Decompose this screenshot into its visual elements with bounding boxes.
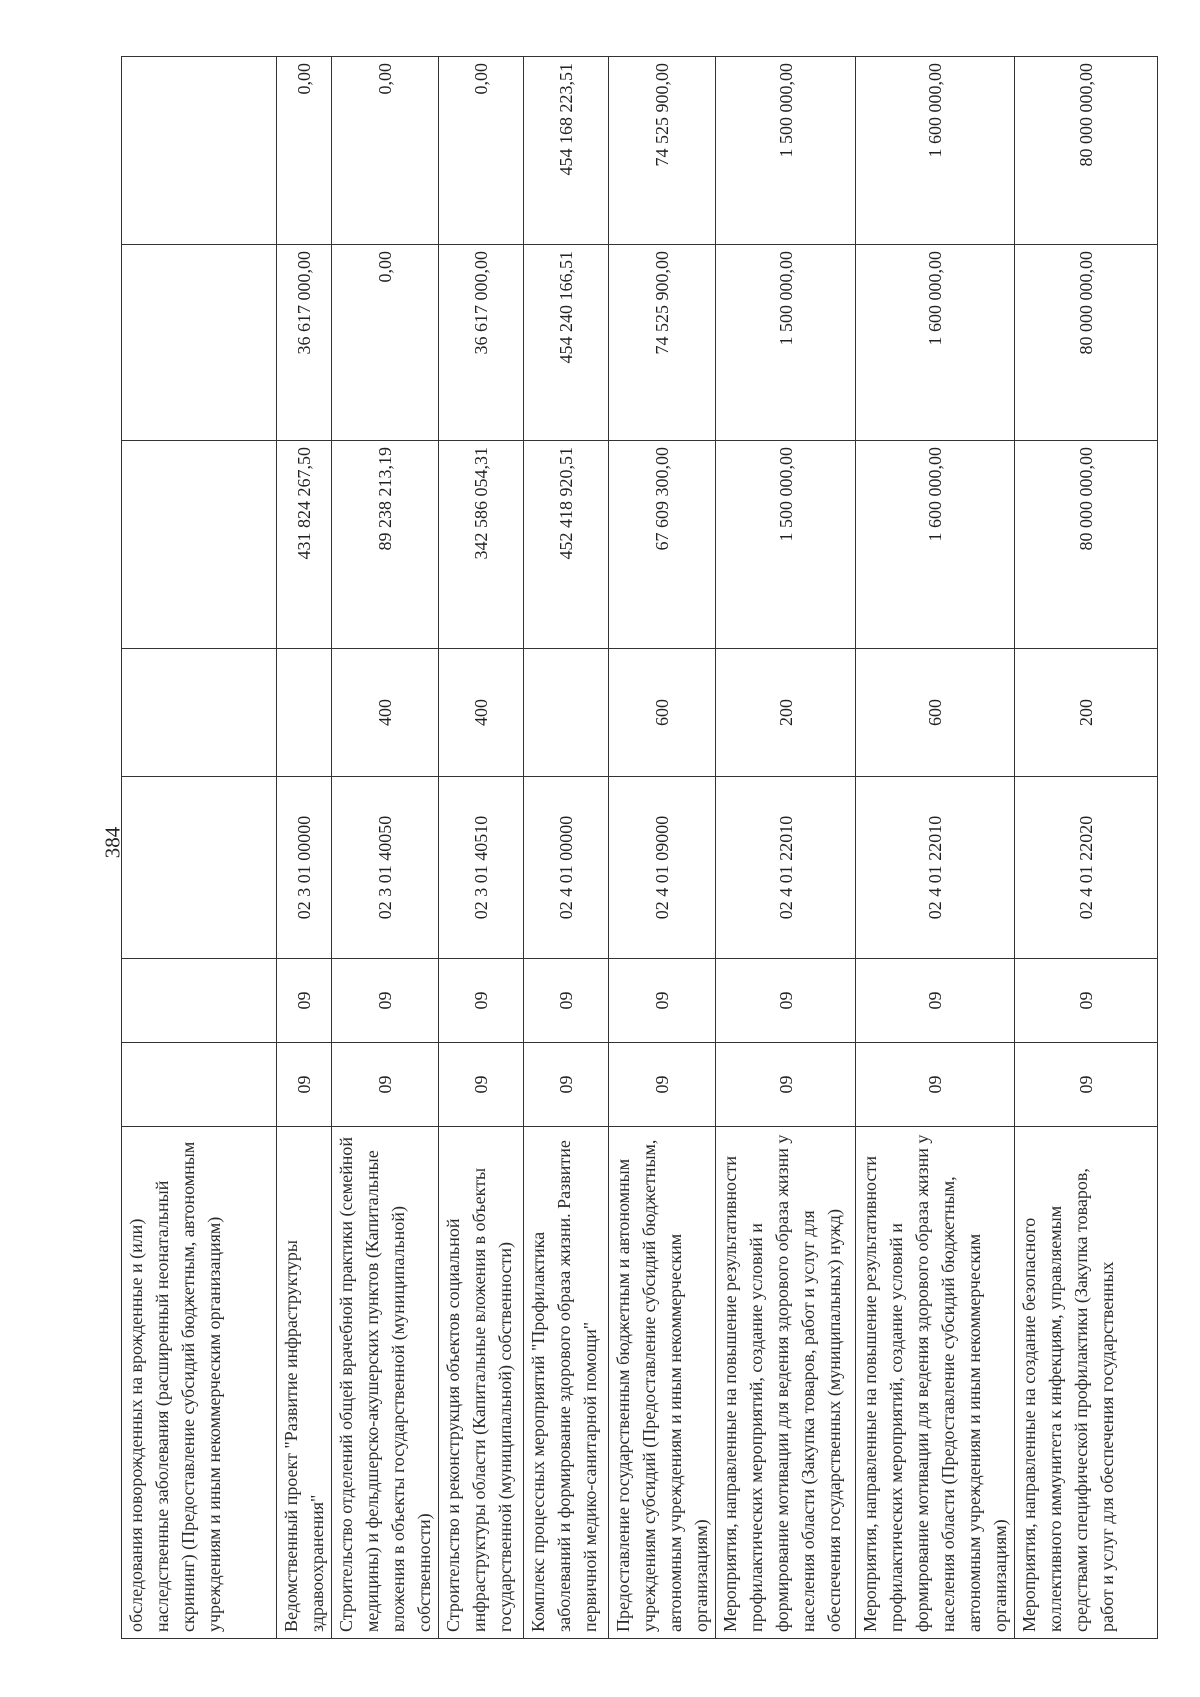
table-row bbox=[332, 57, 439, 1639]
row-amount-year1: 1 500 000,00 bbox=[716, 441, 856, 649]
row-amount-year3: 0,00 bbox=[439, 57, 524, 245]
row-code-vr: 200 bbox=[716, 649, 856, 777]
row-code-csr bbox=[122, 777, 277, 959]
table-row bbox=[609, 57, 716, 1639]
row-code-vr: 400 bbox=[439, 649, 524, 777]
table-row bbox=[716, 57, 856, 1639]
table-row bbox=[524, 57, 609, 1639]
row-description: Мероприятия, направленные на повышение результативности профилактических мероприятий, создание условий и формирование мотивации для ведения здорового образа жизни у населения области (Закупка товаров, работ и услуг для обеспечения государственных (муниципальных) нужд) bbox=[716, 1127, 856, 1639]
row-code-vr bbox=[524, 649, 609, 777]
row-code-pr: 09 bbox=[439, 959, 524, 1043]
budget-table-container bbox=[121, 57, 1117, 1639]
row-code-rz bbox=[122, 1043, 277, 1127]
row-description: Строительство отделений общей врачебной практики (семейной медицины) и фельдшерско-акушерских пунктов (Капитальные вложения в объекты государственной (муниципальной) собственности) bbox=[332, 1127, 439, 1639]
row-code-pr: 09 bbox=[609, 959, 716, 1043]
row-code-pr: 09 bbox=[332, 959, 439, 1043]
row-amount-year1: 89 238 213,19 bbox=[332, 441, 439, 649]
row-amount-year2 bbox=[122, 245, 277, 441]
row-amount-year3 bbox=[122, 57, 277, 245]
row-code-vr bbox=[277, 649, 332, 777]
page-number: 384 bbox=[100, 826, 125, 859]
row-amount-year2: 1 600 000,00 bbox=[856, 245, 1015, 441]
row-description: Предоставление государственным бюджетным и автономным учреждениям субсидий (Предоставление субсидий бюджетным, автономным учреждениям и иным некоммерческим организациям) bbox=[609, 1127, 716, 1639]
row-code-rz: 09 bbox=[524, 1043, 609, 1127]
row-amount-year2: 0,00 bbox=[332, 245, 439, 441]
row-amount-year2: 74 525 900,00 bbox=[609, 245, 716, 441]
row-amount-year1: 431 824 267,50 bbox=[277, 441, 332, 649]
row-amount-year3: 74 525 900,00 bbox=[609, 57, 716, 245]
row-amount-year1: 1 600 000,00 bbox=[856, 441, 1015, 649]
row-code-vr: 600 bbox=[609, 649, 716, 777]
row-code-csr: 02 3 01 00000 bbox=[277, 777, 332, 959]
row-amount-year2: 454 240 166,51 bbox=[524, 245, 609, 441]
row-amount-year3: 0,00 bbox=[332, 57, 439, 245]
row-amount-year1: 80 000 000,00 bbox=[1015, 441, 1158, 649]
row-code-vr: 200 bbox=[1015, 649, 1158, 777]
row-amount-year3: 1 500 000,00 bbox=[716, 57, 856, 245]
row-code-pr: 09 bbox=[856, 959, 1015, 1043]
row-code-rz: 09 bbox=[1015, 1043, 1158, 1127]
row-amount-year1: 342 586 054,31 bbox=[439, 441, 524, 649]
row-code-pr: 09 bbox=[524, 959, 609, 1043]
row-code-pr: 09 bbox=[1015, 959, 1158, 1043]
table-row bbox=[277, 57, 332, 1639]
row-amount-year2: 36 617 000,00 bbox=[439, 245, 524, 441]
row-code-rz: 09 bbox=[439, 1043, 524, 1127]
row-description: Мероприятия, направленные на создание безопасного коллективного иммунитета к инфекциям, управляемым средствами специфической профилактики (Закупка товаров, работ и услуг для обеспечения государственных bbox=[1015, 1127, 1158, 1639]
row-code-rz: 09 bbox=[609, 1043, 716, 1127]
table-row bbox=[439, 57, 524, 1639]
table-row bbox=[122, 57, 277, 1639]
row-code-csr: 02 4 01 22010 bbox=[716, 777, 856, 959]
row-code-csr: 02 4 01 22020 bbox=[1015, 777, 1158, 959]
budget-table bbox=[121, 56, 1158, 1639]
row-code-rz: 09 bbox=[277, 1043, 332, 1127]
row-amount-year3: 454 168 223,51 bbox=[524, 57, 609, 245]
row-amount-year3: 80 000 000,00 bbox=[1015, 57, 1158, 245]
row-code-csr: 02 3 01 40050 bbox=[332, 777, 439, 959]
row-code-csr: 02 4 01 00000 bbox=[524, 777, 609, 959]
row-amount-year3: 0,00 bbox=[277, 57, 332, 245]
row-description: Ведомственный проект "Развитие инфраструктуры здравоохранения" bbox=[277, 1127, 332, 1639]
row-description: обследования новорожденных на врожденные и (или) наследственные заболевания (расширенный неонатальный скрининг) (Предоставление субсидий бюджетным, автономным учреждениям и иным некоммерческим организациям) bbox=[122, 1127, 277, 1639]
row-description: Комплекс процессных мероприятий "Профилактика заболеваний и формирование здорового образа жизни. Развитие первичной медико-санитарной помощи" bbox=[524, 1127, 609, 1639]
row-code-csr: 02 4 01 09000 bbox=[609, 777, 716, 959]
row-amount-year1: 67 609 300,00 bbox=[609, 441, 716, 649]
row-amount-year1: 452 418 920,51 bbox=[524, 441, 609, 649]
row-code-vr: 400 bbox=[332, 649, 439, 777]
row-code-pr: 09 bbox=[277, 959, 332, 1043]
row-code-pr: 09 bbox=[716, 959, 856, 1043]
row-code-pr bbox=[122, 959, 277, 1043]
row-amount-year3: 1 600 000,00 bbox=[856, 57, 1015, 245]
row-code-vr: 600 bbox=[856, 649, 1015, 777]
row-code-vr bbox=[122, 649, 277, 777]
row-amount-year1 bbox=[122, 441, 277, 649]
table-row bbox=[1015, 57, 1158, 1639]
row-code-rz: 09 bbox=[856, 1043, 1015, 1127]
row-amount-year2: 36 617 000,00 bbox=[277, 245, 332, 441]
table-row bbox=[856, 57, 1015, 1639]
row-code-csr: 02 4 01 22010 bbox=[856, 777, 1015, 959]
row-amount-year2: 80 000 000,00 bbox=[1015, 245, 1158, 441]
row-code-rz: 09 bbox=[716, 1043, 856, 1127]
row-code-csr: 02 3 01 40510 bbox=[439, 777, 524, 959]
row-description: Строительство и реконструкция объектов социальной инфраструктуры области (Капитальные вложения в объекты государственной (муниципальной) собственности) bbox=[439, 1127, 524, 1639]
row-amount-year2: 1 500 000,00 bbox=[716, 245, 856, 441]
row-description: Мероприятия, направленные на повышение результативности профилактических мероприятий, создание условий и формирование мотивации для ведения здорового образа жизни у населения области (Предоставление субсидий бюджетным, автономным учреждениям и иным некоммерческим организациям) bbox=[856, 1127, 1015, 1639]
row-code-rz: 09 bbox=[332, 1043, 439, 1127]
